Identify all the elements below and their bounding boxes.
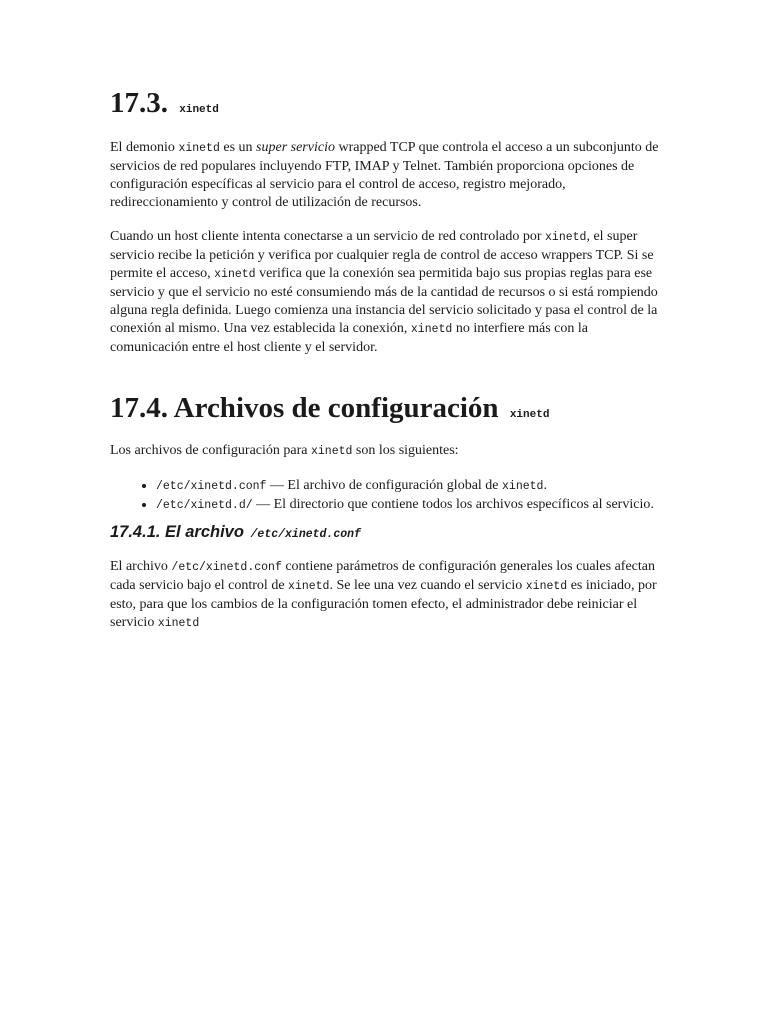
heading-code: xinetd (179, 104, 219, 116)
inline-code: xinetd (545, 230, 587, 244)
heading-number: 17.3. (110, 87, 168, 119)
paragraph-xinetd-connection (110, 228, 660, 357)
inline-code: xinetd (157, 616, 200, 630)
inline-code: xinetd (502, 479, 544, 493)
inline-code: /etc/xinetd.conf (171, 560, 282, 574)
text-run: El demonio (110, 139, 179, 155)
emphasis-text: super servicio (256, 139, 335, 155)
heading-title: 17.4.1. El archivo (110, 522, 244, 541)
text-run: — El archivo de configuración global de (266, 477, 503, 493)
config-files-list (110, 477, 660, 515)
inline-code: xinetd (178, 141, 220, 155)
text-run: , el super servicio recibe la petición y verifica por cualquier regla de control de acceso wrappers TCP. Si se permite el acceso, (110, 228, 654, 281)
paragraph-xinetd-intro (110, 139, 660, 212)
text-run: verifica que la conexión sea permitida bajo sus propias reglas para ese servicio y que el servicio no esté consumiendo más de la cantidad de recursos o si está rompiendo alguna regla definida. Luego comienza una instancia del servicio solicitado y pasa el control de la conexión al mismo. Una vez establecida la conexión, (110, 265, 658, 336)
list-item (156, 496, 660, 515)
subsection-heading-17-4-1 (110, 523, 660, 542)
text-run: wrapped TCP que controla el acceso a un subconjunto de servicios de red populares incluyendo FTP, IMAP y Telnet. También proporciona opciones de configuración específicas al servicio para el control de acceso, registro mejorado, redireccionamiento y control de utilización de recursos. (110, 139, 659, 210)
text-run: es un (219, 139, 257, 155)
paragraph-config-files-intro (110, 442, 660, 461)
list-item (156, 477, 660, 496)
text-run: son los siguientes: (352, 442, 459, 458)
inline-code: xinetd (410, 322, 453, 336)
heading-title: 17.4. Archivos de configuración (110, 391, 499, 424)
text-run: . Se lee una vez cuando el servicio (329, 577, 526, 593)
paragraph-xinetd-conf (110, 558, 660, 633)
text-run: es iniciado, por esto, para que los cambios de la configuración tomen efecto, el administrador debe reiniciar el servicio (110, 577, 657, 630)
inline-code: xinetd (310, 444, 353, 458)
section-heading-17-3 (110, 86, 660, 121)
inline-code: xinetd (525, 579, 568, 593)
inline-code: xinetd (288, 579, 330, 593)
text-run: no interfiere más con la comunicación entre el host cliente y el servidor. (110, 320, 588, 355)
text-run: Los archivos de configuración para (110, 442, 311, 458)
section-heading-17-4 (110, 391, 660, 426)
text-run: . (543, 477, 547, 493)
text-run: Cuando un host cliente intenta conectarse a un servicio de red controlado por (110, 228, 546, 244)
document-content (110, 86, 660, 649)
text-run: El archivo (110, 558, 172, 574)
heading-code: /etc/xinetd.conf (250, 527, 361, 541)
inline-code: xinetd (214, 267, 256, 281)
text-run: — El directorio que contiene todos los archivos específicos al servicio. (252, 496, 654, 512)
heading-code: xinetd (509, 408, 550, 421)
text-run: contiene parámetros de configuración generales los cuales afectan cada servicio bajo el control de (110, 558, 655, 593)
inline-code: /etc/xinetd.conf (156, 479, 267, 493)
inline-code: /etc/xinetd.d/ (156, 498, 253, 512)
